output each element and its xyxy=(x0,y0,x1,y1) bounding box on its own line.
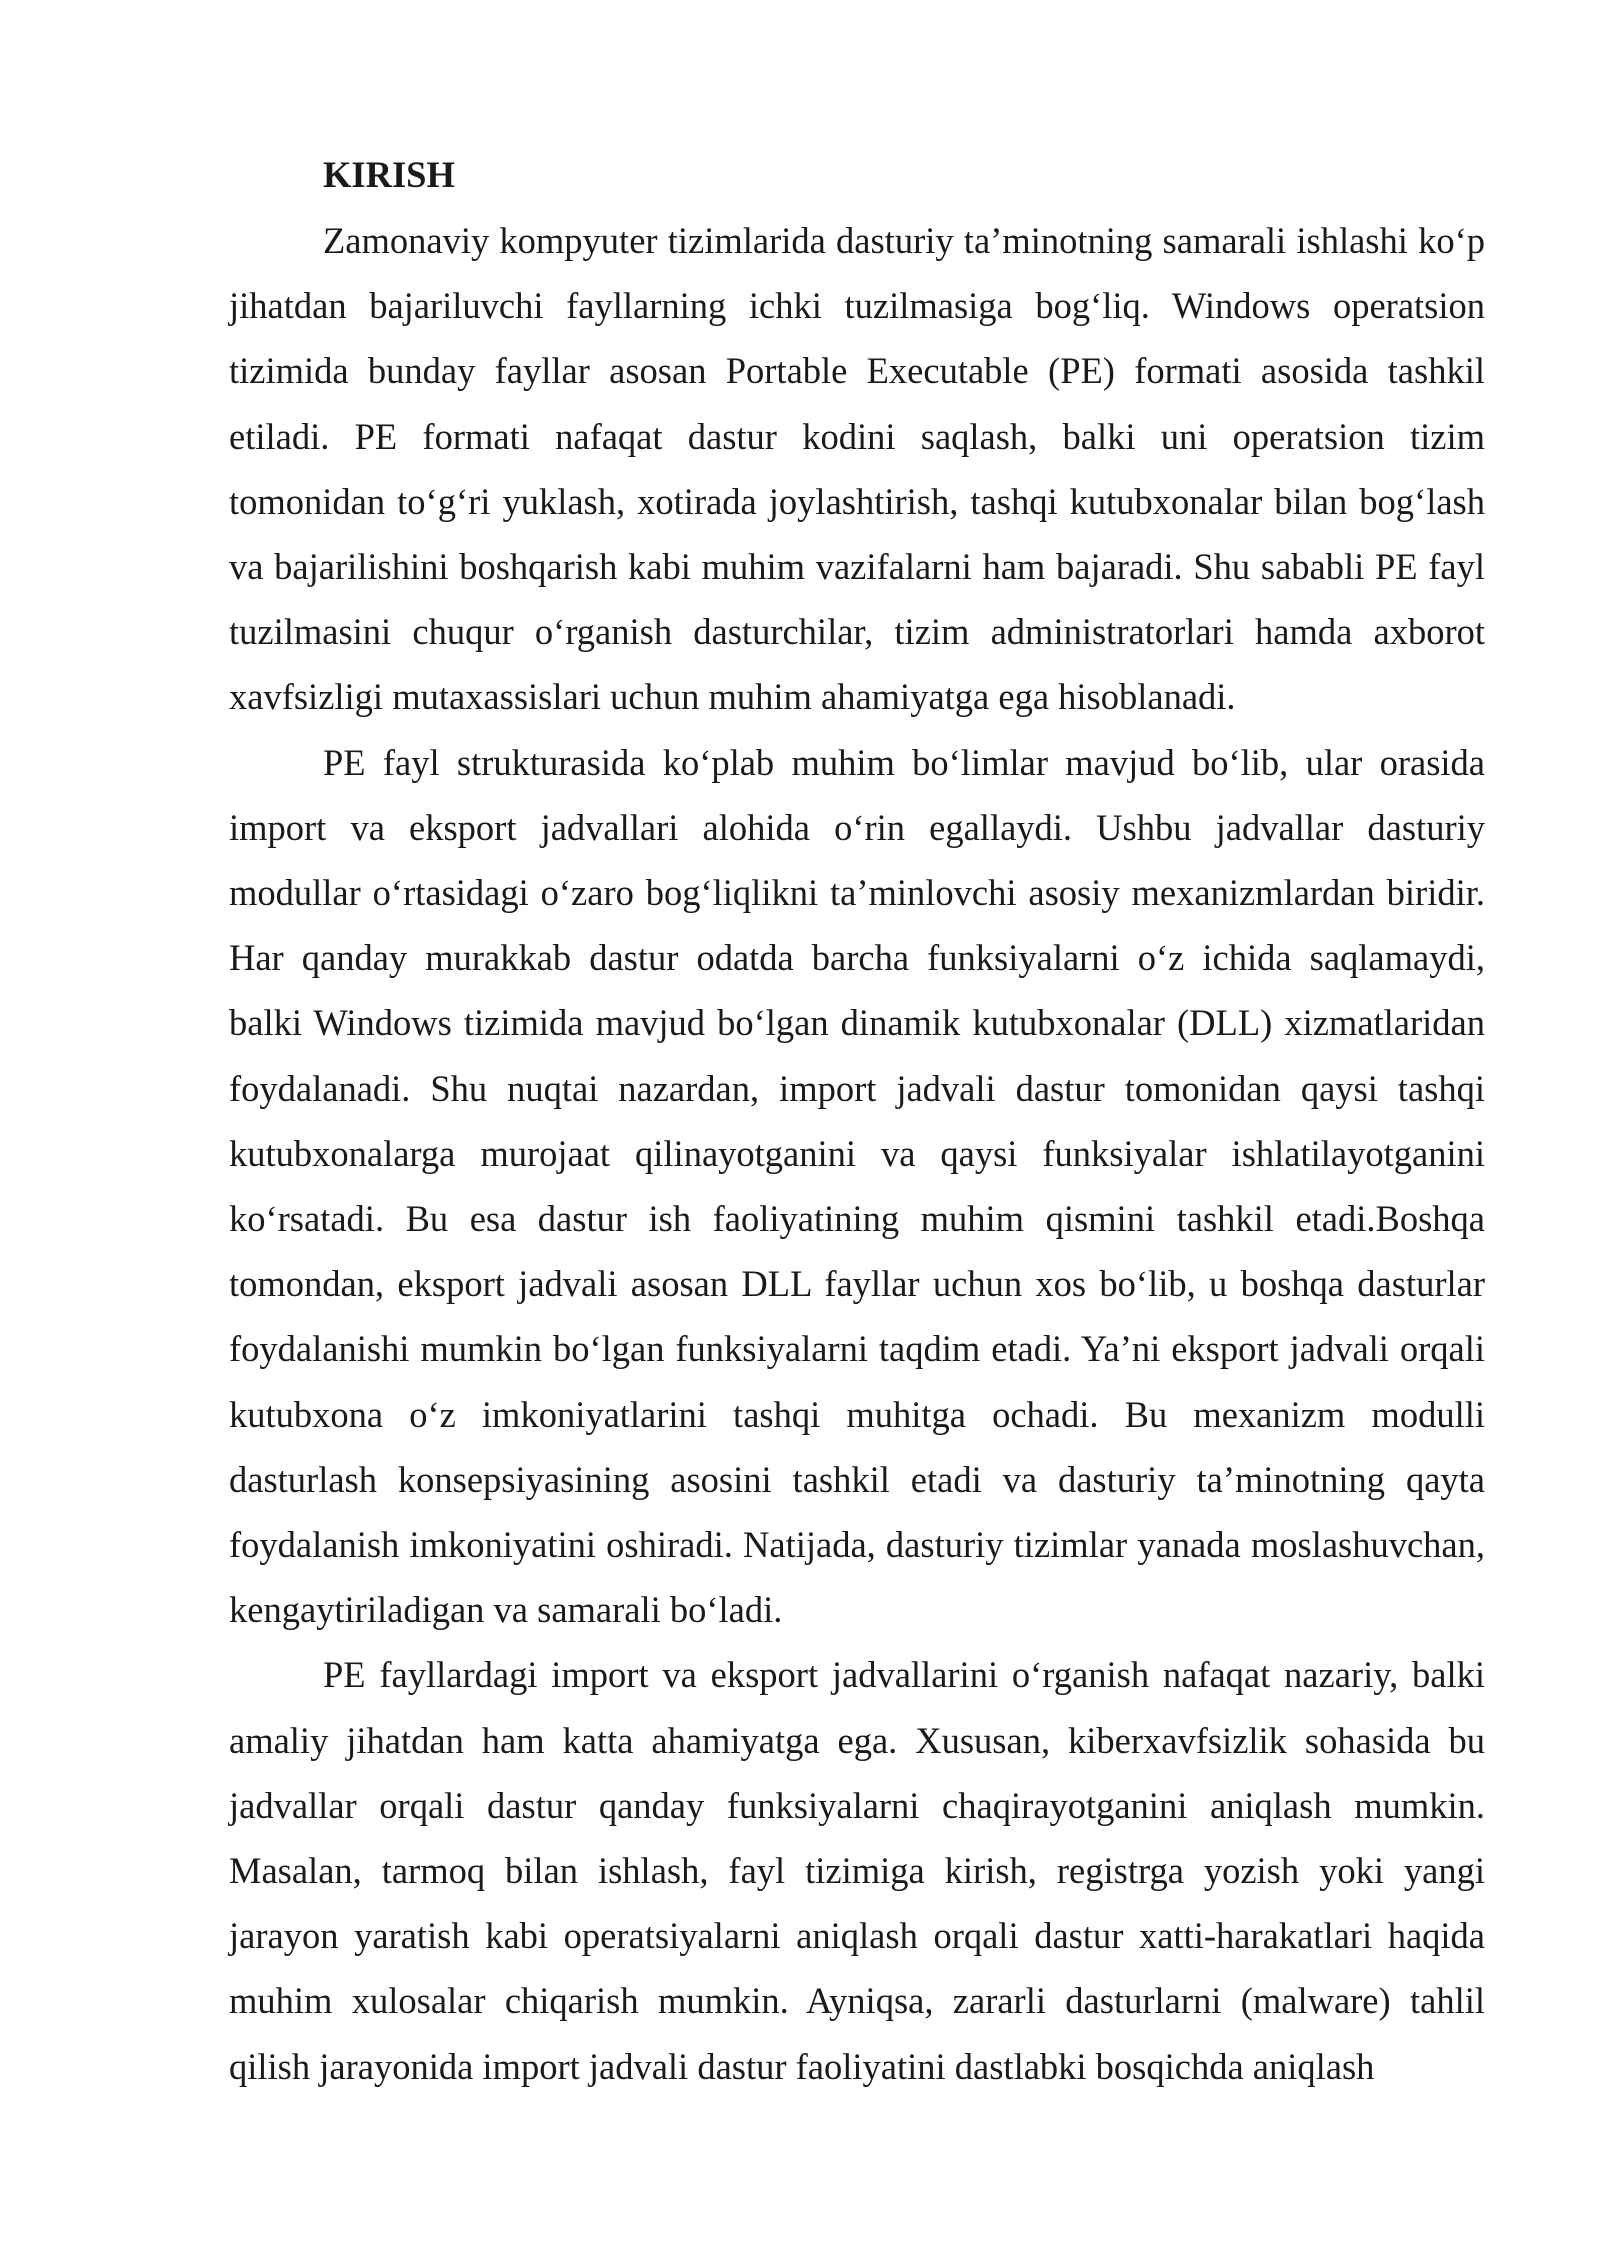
paragraph-1: Zamonaviy kompyuter tizimlarida dasturiy ta’minotning samarali ishlashi ko‘p jihatdan bajariluvchi fayllarning ichki tuzilmasiga bog‘liq. Windows operatsion tizimida bunday fayllar asosan Portable Executable (PE) formati asosida tashkil etiladi. PE formati nafaqat dastur kodini saqlash, balki uni operatsion tizim tomonidan to‘g‘ri yuklash, xotirada joylashtirish, tashqi kutubxonalar bilan bog‘lash va bajarilishini boshqarish kabi muhim vazifalarni ham bajaradi. Shu sababli PE fayl tuzilmasini chuqur o‘rganish dasturchilar, tizim administratorlari hamda axborot xavfsizligi mutaxassislari uchun muhim ahamiyatga ega hisoblanadi. xyxy=(229,220,1485,718)
section-heading: KIRISH xyxy=(323,154,455,195)
page-content xyxy=(229,147,1485,2099)
paragraph-3: PE fayllardagi import va eksport jadvallarini o‘rganish nafaqat nazariy, balki amaliy jihatdan ham katta ahamiyatga ega. Xususan, kiberxavfsizlik sohasida bu jadvallar orqali dastur qanday funksiyalarni chaqirayotganini aniqlash mumkin. Masalan, tarmoq bilan ishlash, fayl tizimiga kirish, registrga yozish yoki yangi jarayon yaratish kabi operatsiyalarni aniqlash orqali dastur xatti-harakatlari haqida muhim xulosalar chiqarish mumkin. Ayniqsa, zararli dasturlarni (malware) tahlil qilish jarayonida import jadvali dastur faoliyatini dastlabki bosqichda aniqlash xyxy=(229,1654,1485,2087)
paragraph-2: PE fayl strukturasida ko‘plab muhim bo‘limlar mavjud bo‘lib, ular orasida import va eksport jadvallari alohida o‘rin egallaydi. Ushbu jadvallar dasturiy modullar o‘rtasidagi o‘zaro bog‘liqlikni ta’minlovchi asosiy mexanizmlardan biridir. Har qanday murakkab dastur odatda barcha funksiyalarni o‘z ichida saqlamaydi, balki Windows tizimida mavjud bo‘lgan dinamik kutubxonalar (DLL) xizmatlaridan foydalanadi. Shu nuqtai nazardan, import jadvali dastur tomonidan qaysi tashqi kutubxonalarga murojaat qilinayotganini va qaysi funksiyalar ishlatilayotganini ko‘rsatadi. Bu esa dastur ish faoliyatining muhim qismini tashkil etadi.Boshqa tomondan, eksport jadvali asosan DLL fayllar uchun xos bo‘lib, u boshqa dasturlar foydalanishi mumkin bo‘lgan funksiyalarni taqdim etadi. Ya’ni eksport jadvali orqali kutubxona o‘z imkoniyatlarini tashqi muhitga ochadi. Bu mexanizm modulli dasturlash konsepsiyasining asosini tashkil etadi va dasturiy ta’minotning qayta foydalanish imkoniyatini oshiradi. Natijada, dasturiy tizimlar yanada moslashuvchan, kengaytiriladigan va samarali bo‘ladi. xyxy=(229,741,1485,1631)
